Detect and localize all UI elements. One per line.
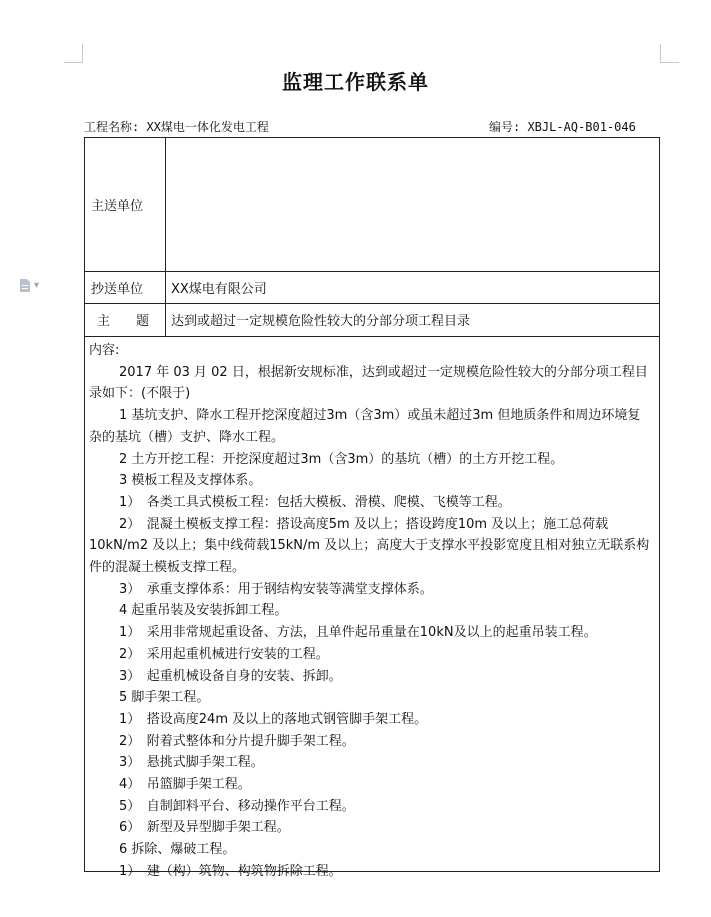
- subject-label: [85, 303, 166, 336]
- content-line: 4） 吊篮脚手架工程。: [119, 777, 251, 793]
- content-line: 3） 悬挑式脚手架工程。: [119, 755, 264, 771]
- subject-value[interactable]: 达到或超过一定规模危险性较大的分部分项工程目录: [171, 314, 471, 329]
- main-recipient-value[interactable]: [167, 138, 659, 271]
- content-line: 2） 附着式整体和分片提升脚手架工程。: [119, 733, 355, 749]
- project-name: 工程名称: XX煤电一体化发电工程: [84, 120, 269, 134]
- content-line: 2） 采用起重机械进行安装的工程。: [119, 646, 329, 662]
- content-line: 2 土方开挖工程：开挖深度超过3m（含3m）的基坑（槽）的土方开挖工程。: [119, 451, 564, 467]
- subject-label-char-1: 主: [97, 314, 111, 329]
- document-icon: [20, 279, 30, 292]
- content-line: 5 脚手架工程。: [119, 690, 210, 706]
- content-line: 3） 起重机械设备自身的安装、拆卸。: [119, 668, 342, 684]
- cc-value[interactable]: XX煤电有限公司: [171, 281, 267, 297]
- content-line: 2） 混凝土模板支撑工程：搭设高度5m 及以上；搭设跨度10m 及以上；施工总荷载10kN/m2 及以上；集中线荷载15kN/m 及以上；高度大于支撑水平投影宽度且相对独立无联系构件的混凝土模板支撑工程。: [89, 516, 650, 576]
- page-corner-mark-top-right: [660, 44, 679, 63]
- content-intro: 2017 年 03 月 02 日，根据新安规标准，达到或超过一定规模危险性较大的分部分项工程目录如下：(不限于): [89, 364, 648, 402]
- content-line: 3） 承重支撑体系：用于钢结构安装等满堂支撑体系。: [119, 581, 433, 597]
- content-line: 1 基坑支护、降水工程开挖深度超过3m（含3m）或虽未超过3m 但地质条件和周边环境复杂的基坑（槽）支护、降水工程。: [89, 408, 641, 445]
- dropdown-arrow-icon: ▾: [34, 280, 40, 291]
- document-options-button[interactable]: [20, 279, 39, 292]
- document-number: 编号: XBJL-AQ-B01-046: [489, 120, 636, 134]
- cc-label: 抄送单位: [85, 271, 166, 303]
- content-line: 1） 搭设高度24m 及以上的落地式钢管脚手架工程。: [119, 711, 428, 727]
- content-line: 1） 建（构）筑物、构筑物拆除工程。: [119, 863, 342, 879]
- page-title: 监理工作联系单: [282, 70, 429, 94]
- subject-label-char-2: 题: [136, 314, 150, 329]
- content-line: 4 起重吊装及安装拆卸工程。: [119, 603, 288, 619]
- content-body[interactable]: [89, 340, 653, 879]
- content-label: 内容:: [89, 343, 120, 358]
- content-line: 3 模板工程及支撑体系。: [119, 473, 262, 489]
- main-recipient-row: [85, 138, 659, 272]
- content-line: 1） 各类工具式模板工程：包括大模板、滑模、爬模、飞模等工程。: [119, 494, 511, 510]
- cc-row: [85, 271, 659, 304]
- subject-row: [85, 303, 659, 337]
- content-line: 6） 新型及异型脚手架工程。: [119, 820, 290, 836]
- content-line: 5） 自制卸料平台、移动操作平台工程。: [119, 798, 355, 814]
- page-corner-mark-top-left: [64, 44, 83, 63]
- main-recipient-label: 主送单位: [85, 138, 166, 271]
- contact-form-table: [84, 137, 660, 879]
- content-line: 6 拆除、爆破工程。: [119, 842, 236, 858]
- content-line: 1） 采用非常规起重设备、方法，且单件起吊重量在10kN及以上的起重吊装工程。: [119, 625, 597, 641]
